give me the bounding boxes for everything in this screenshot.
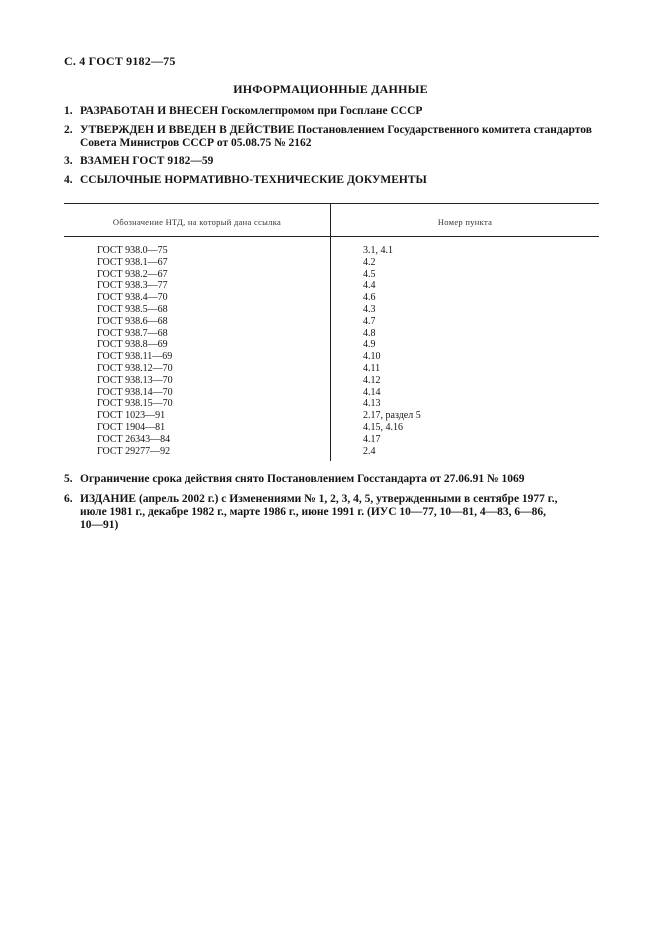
table-cell-document: ГОСТ 938.4—70: [97, 292, 168, 304]
reference-table: [64, 203, 599, 461]
table-cell-document: ГОСТ 938.2—67: [97, 268, 168, 280]
table-cell-document: ГОСТ 29277—92: [97, 445, 171, 457]
table-cell-clause: 4.2: [363, 256, 376, 268]
table-cell-clause: 4.15, 4.16: [363, 421, 403, 433]
table-cell-clause: 4.3: [363, 303, 376, 315]
item-number: 5.: [64, 473, 73, 485]
table-row: [64, 387, 599, 399]
table-cell-clause: 4.14: [363, 386, 381, 398]
item-number: 3.: [64, 155, 73, 167]
table-cell-document: ГОСТ 938.12—70: [97, 362, 173, 374]
table-cell-document: ГОСТ 1023—91: [97, 410, 166, 422]
info-item-3: [64, 155, 604, 168]
table-row: [64, 339, 599, 351]
page-header: С. 4 ГОСТ 9182—75: [64, 54, 176, 68]
item-text: ССЫЛОЧНЫЕ НОРМАТИВНО-ТЕХНИЧЕСКИЕ ДОКУМЕНТЫ: [80, 174, 427, 186]
table-row: [64, 304, 599, 316]
table-cell-document: ГОСТ 938.7—68: [97, 327, 168, 339]
table-cell-document: ГОСТ 938.0—75: [97, 245, 168, 256]
table-row: [64, 245, 599, 257]
table-row: [64, 292, 599, 304]
table-cell-clause: 4.10: [363, 351, 381, 363]
table-cell-clause: 3.1, 4.1: [363, 245, 393, 256]
table-cell-document: ГОСТ 938.1—67: [97, 256, 168, 268]
item-text-line-2: Совета Министров СССР от 05.08.75 № 2162: [80, 137, 312, 149]
page-title: ИНФОРМАЦИОННЫЕ ДАННЫЕ: [233, 82, 428, 96]
table-cell-clause: 4.11: [363, 362, 381, 374]
table-row: [64, 434, 599, 446]
table-cell-clause: 4.4: [363, 280, 376, 292]
table-cell-document: ГОСТ 1904—81: [97, 421, 166, 433]
table-row: [64, 446, 599, 458]
table-row: [64, 410, 599, 422]
table-row: [64, 280, 599, 292]
table-cell-document: ГОСТ 938.5—68: [97, 303, 168, 315]
info-item-2: [64, 124, 604, 150]
table-row: [64, 363, 599, 375]
table-cell-document: ГОСТ 938.13—70: [97, 374, 173, 386]
table-row: [64, 375, 599, 387]
table-cell-clause: 2.17, раздел 5: [363, 410, 421, 422]
table-cell-document: ГОСТ 938.15—70: [97, 398, 173, 410]
table-header-document: Обозначение НТД, на который дана ссылка: [112, 217, 282, 227]
info-item-5: [64, 473, 604, 486]
info-item-6: [64, 493, 604, 532]
table-row: [64, 316, 599, 328]
table-cell-document: ГОСТ 938.6—68: [97, 315, 168, 327]
item-text: Ограничение срока действия снято Постановлением Госстандарта от 27.06.91 № 1069: [80, 473, 525, 485]
table-cell-clause: 2.4: [363, 445, 376, 457]
item-text-line-1: УТВЕРЖДЕН И ВВЕДЕН В ДЕЙСТВИЕ Постановлением Государственного комитета стандартов: [80, 124, 592, 136]
item-text: ВЗАМЕН ГОСТ 9182—59: [80, 155, 214, 167]
table-cell-document: ГОСТ 938.3—77: [97, 280, 168, 292]
item-number: 6.: [64, 493, 73, 505]
item-text: РАЗРАБОТАН И ВНЕСЕН Госкомлегпромом при Госплане СССР: [80, 105, 423, 117]
table-row: [64, 398, 599, 410]
item-text-line-2: июле 1981 г., декабре 1982 г., марте 1986 г., июне 1991 г. (ИУС 10—77, 10—81, 4—83, 6—86,: [80, 506, 547, 518]
table-row: [64, 351, 599, 363]
table-cell-clause: 4.9: [363, 339, 376, 351]
table-cell-clause: 4.13: [363, 398, 381, 410]
table-row: [64, 422, 599, 434]
table-header-clause: Номер пункта: [437, 217, 493, 227]
table-cell-clause: 4.6: [363, 292, 376, 304]
info-item-1: [64, 105, 604, 118]
table-cell-clause: 4.7: [363, 315, 376, 327]
table-cell-document: ГОСТ 938.14—70: [97, 386, 173, 398]
table-header-border: [64, 236, 599, 237]
item-number: 4.: [64, 174, 73, 186]
item-number: 1.: [64, 105, 73, 117]
table-cell-clause: 4.12: [363, 374, 381, 386]
table-cell-document: ГОСТ 26343—84: [97, 433, 171, 445]
table-cell-document: ГОСТ 938.8—69: [97, 339, 168, 351]
item-text-line-1: ИЗДАНИЕ (апрель 2002 г.) с Изменениями № 1, 2, 3, 4, 5, утвержденными в сентябре 1977 г.,: [80, 493, 558, 505]
table-row: [64, 257, 599, 269]
table-cell-document: ГОСТ 938.11—69: [97, 351, 173, 363]
table-cell-clause: 4.17: [363, 433, 381, 445]
item-number: 2.: [64, 124, 73, 136]
table-top-border: [64, 203, 599, 204]
table-row: [64, 269, 599, 281]
table-cell-clause: 4.5: [363, 268, 376, 280]
item-text-line-3: 10—91): [80, 519, 119, 531]
table-body: [64, 245, 599, 457]
table-cell-clause: 4.8: [363, 327, 376, 339]
table-row: [64, 328, 599, 340]
info-item-4: [64, 174, 604, 187]
